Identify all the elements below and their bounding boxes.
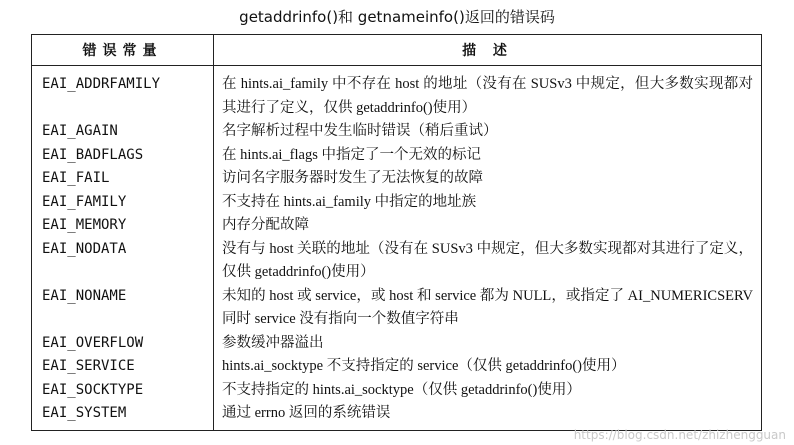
table-row xyxy=(32,332,762,356)
error-description: 没有与 host 关联的地址（没有在 SUSv3 中规定，但大多数实现都对其进行了定义，仅供 getaddrinfo()使用） xyxy=(214,238,762,285)
error-constant: EAI_ADDRFAMILY xyxy=(32,66,214,121)
table-header-row xyxy=(32,35,762,66)
error-constant: EAI_SERVICE xyxy=(32,355,214,379)
error-description: 在 hints.ai_family 中不存在 host 的地址（没有在 SUSv3 中规定，但大多数实现都对其进行了定义，仅供 getaddrinfo()使用） xyxy=(214,66,762,121)
error-constant: EAI_NONAME xyxy=(32,285,214,332)
error-description: 不支持在 hints.ai_family 中指定的地址族 xyxy=(214,191,762,215)
error-constant: EAI_SOCKTYPE xyxy=(32,379,214,403)
table-row xyxy=(32,120,762,144)
table-row xyxy=(32,402,762,430)
header-description: 描 述 xyxy=(214,35,762,66)
error-description: 名字解析过程中发生临时错误（稍后重试） xyxy=(214,120,762,144)
error-constant: EAI_FAIL xyxy=(32,167,214,191)
error-constant: EAI_FAMILY xyxy=(32,191,214,215)
error-constant: EAI_AGAIN xyxy=(32,120,214,144)
error-description: 在 hints.ai_flags 中指定了一个无效的标记 xyxy=(214,144,762,168)
error-code-table xyxy=(31,34,762,431)
table-row xyxy=(32,214,762,238)
table-row xyxy=(32,238,762,285)
table-row xyxy=(32,379,762,403)
error-description: 访问名字服务器时发生了无法恢复的故障 xyxy=(214,167,762,191)
error-constant: EAI_MEMORY xyxy=(32,214,214,238)
error-description: 未知的 host 或 service，或 host 和 service 都为 NULL，或指定了 AI_NUMERICSERV 同时 service 没有指向一个数值字符串 xyxy=(214,285,762,332)
table-row xyxy=(32,167,762,191)
error-description: 参数缓冲器溢出 xyxy=(214,332,762,356)
error-description: 不支持指定的 hints.ai_socktype（仅供 getaddrinfo()使用） xyxy=(214,379,762,403)
error-constant: EAI_OVERFLOW xyxy=(32,332,214,356)
table-row xyxy=(32,355,762,379)
table-row xyxy=(32,66,762,121)
error-constant: EAI_SYSTEM xyxy=(32,402,214,430)
error-constant: EAI_NODATA xyxy=(32,238,214,285)
error-description: hints.ai_socktype 不支持指定的 service（仅供 getaddrinfo()使用） xyxy=(214,355,762,379)
table-row xyxy=(32,191,762,215)
table-row xyxy=(32,285,762,332)
table-row xyxy=(32,144,762,168)
error-constant: EAI_BADFLAGS xyxy=(32,144,214,168)
watermark: https://blog.csdn.net/zhizhengguan xyxy=(573,428,786,442)
header-constant: 错误常量 xyxy=(32,35,214,66)
error-description: 内存分配故障 xyxy=(214,214,762,238)
table-caption: getaddrinfo()和 getnameinfo()返回的错误码 xyxy=(239,8,555,26)
error-description: 通过 errno 返回的系统错误 xyxy=(214,402,762,430)
